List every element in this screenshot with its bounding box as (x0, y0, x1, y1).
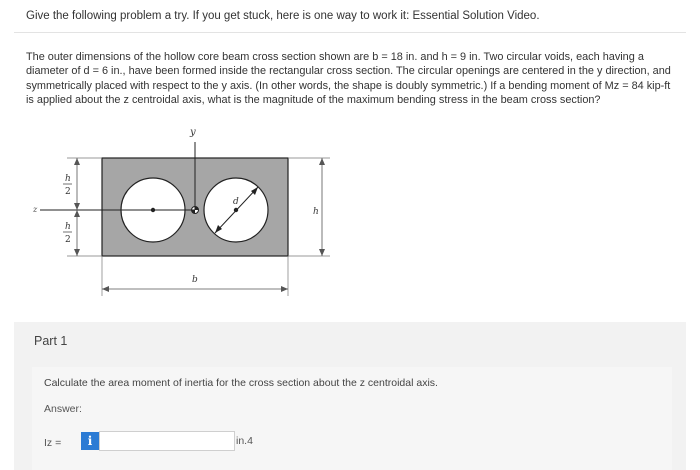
problem-line: symmetrically placed with respect to the y axis. (In other words, the shape is doubly symmetric.) If a bending moment of Mz = 84 kip-ft (26, 79, 671, 92)
h-half-bottom-denominator: 2 (65, 235, 71, 245)
problem-line: The outer dimensions of the hollow core beam cross section shown are b = 18 in. and h = 9 in. Two circular voids, each having a (26, 51, 644, 63)
divider (14, 32, 686, 33)
h-half-top-numerator: h (65, 174, 71, 184)
part-body (32, 367, 672, 470)
cross-section-figure (22, 124, 352, 299)
problem-line: is applied about the z centroidal axis, what is the magnitude of the maximum bending stress in the beam cross section? (26, 94, 601, 107)
dim-arrowhead (74, 249, 80, 256)
d-label: d (233, 197, 239, 207)
iz-answer-input[interactable] (99, 431, 235, 451)
h-half-bottom-numerator: h (65, 222, 71, 232)
dim-arrowhead (281, 286, 288, 292)
h-half-top-denominator: 2 (65, 187, 71, 197)
answer-label: Answer: (44, 403, 82, 415)
part-title: Part 1 (34, 334, 68, 348)
z-axis-label: z (33, 205, 38, 214)
dim-arrowhead (74, 158, 80, 165)
solution-video-link[interactable]: Essential Solution Video. (412, 10, 540, 22)
problem-statement (26, 50, 671, 108)
problem-prompt (26, 10, 540, 22)
prompt-text: Give the following problem a try. If you get stuck, here is one way to work it: (26, 10, 410, 22)
y-axis-label: y (190, 127, 196, 138)
part-1-panel (14, 322, 686, 470)
dim-arrowhead (319, 158, 325, 165)
part-question: Calculate the area moment of inertia for the cross section about the z centroidal axis. (44, 377, 438, 389)
unit-label: in.4 (236, 435, 253, 447)
info-icon[interactable]: i (81, 432, 99, 450)
h-label: h (313, 207, 319, 217)
dim-arrowhead (319, 249, 325, 256)
problem-line: diameter of d = 6 in., have been formed inside the rectangular cross section. The circular openings are centered in the y direction, and (26, 65, 671, 78)
iz-label: Iz = (44, 437, 62, 449)
b-label: b (192, 275, 198, 285)
dim-arrowhead (74, 203, 80, 210)
dim-arrowhead (74, 210, 80, 217)
dim-arrowhead (102, 286, 109, 292)
